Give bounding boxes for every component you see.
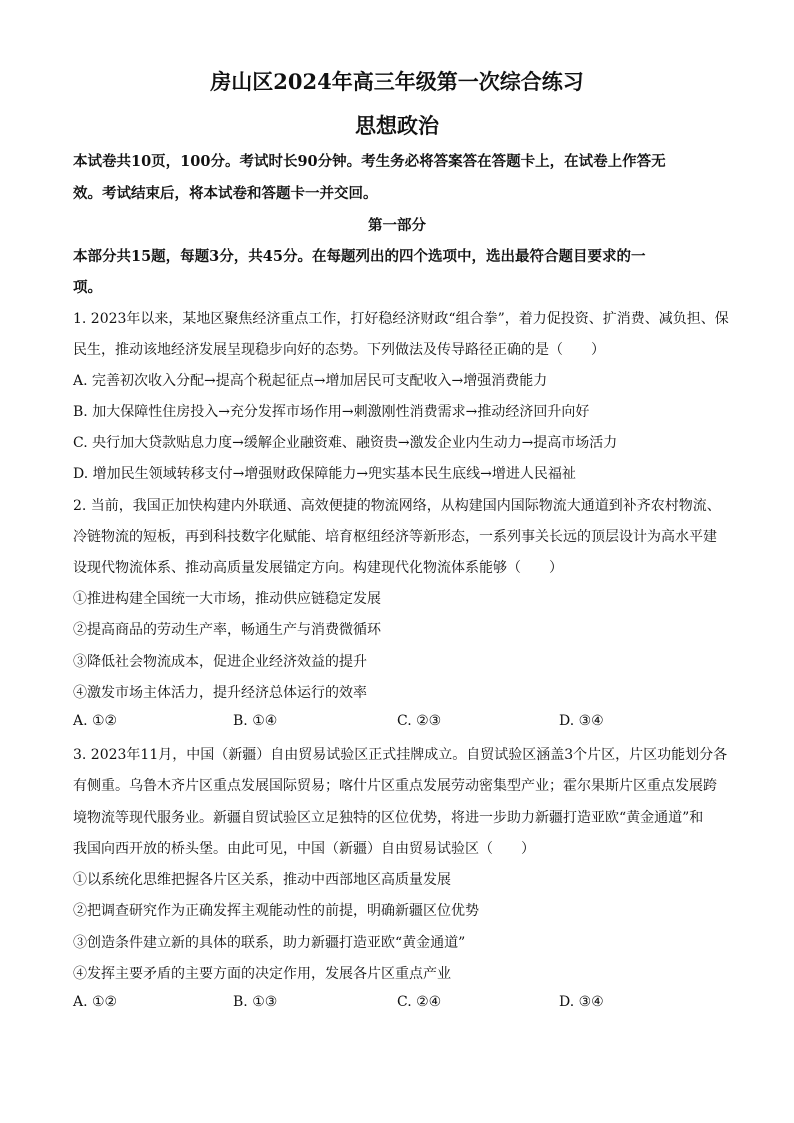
question-2-stem: 2. 当前，我国正加快构建内外联通、高效便捷的物流网络，从构建国内国际物流大通道到补齐农村物流、 [73, 498, 721, 514]
question-2-stem: 冷链物流的短板，再到科技数字化赋能、培育枢纽经济等新形态，一系列事关长远的顶层设计为高水平建 [73, 529, 717, 545]
question-3-stem: 我国向西开放的桥头堡。由此可见，中国（新疆）自由贸易试验区（ ） [73, 841, 535, 857]
question-3-stem: 3. 2023年11月，中国（新疆）自由贸易试验区正式挂牌成立。自贸试验区涵盖3个片区，片区功能划分各 [73, 747, 728, 763]
question-1-stem: 1. 2023年以来，某地区聚焦经济重点工作，打好稳经济财政“组合拳”，着力促投资、扩消费、减负担、保 [73, 311, 729, 327]
question-1-choice-d: D. 增加民生领域转移支付→增强财政保障能力→兜实基本民生底线→增进人民福祉 [73, 466, 576, 482]
question-2-option-c: C. ②③ [397, 713, 442, 729]
instruction-line: 本试卷共10页，100分。考试时长90分钟。考生务必将答案答在答题卡上，在试卷上作答无 [73, 153, 666, 170]
question-3-statement: ④发挥主要矛盾的主要方面的决定作用，发展各片区重点产业 [73, 966, 451, 982]
question-3-stem: 有侧重。乌鲁木齐片区重点发展国际贸易；喀什片区重点发展劳动密集型产业；霍尔果斯片区重点发展跨 [73, 778, 717, 794]
part-title: 第一部分 [368, 217, 426, 234]
question-2-option-a: A. ①② [73, 713, 118, 729]
question-1-choice-a: A. 完善初次收入分配→提高个税起征点→增加居民可支配收入→增强消费能力 [73, 373, 548, 389]
question-2-option-b: B. ①④ [233, 713, 278, 729]
question-3-statement: ③创造条件建立新的具体的联系，助力新疆打造亚欧“黄金通道” [73, 935, 466, 951]
question-2-stem: 设现代物流体系、推动高质量发展锚定方向。构建现代化物流体系能够（ ） [73, 560, 563, 576]
question-3-option-a: A. ①② [73, 994, 118, 1010]
question-3-statement: ②把调查研究作为正确发挥主观能动性的前提，明确新疆区位优势 [73, 903, 479, 919]
question-1-choice-b: B. 加大保障性住房投入→充分发挥市场作用→刺激刚性消费需求→推动经济回升向好 [73, 404, 590, 420]
instruction-line: 效。考试结束后，将本试卷和答题卡一并交回。 [73, 185, 378, 202]
question-2-statement: ③降低社会物流成本，促进企业经济效益的提升 [73, 654, 367, 670]
question-2-option-d: D. ③④ [559, 713, 604, 729]
question-3-option-b: B. ①③ [233, 994, 278, 1010]
question-3-statement: ①以系统化思维把握各片区关系，推动中西部地区高质量发展 [73, 872, 451, 888]
exam-title: 房山区2024年高三年级第一次综合练习 [210, 69, 584, 94]
question-2-statement: ①推进构建全国统一大市场，推动供应链稳定发展 [73, 591, 381, 607]
question-2-statement: ②提高商品的劳动生产率，畅通生产与消费微循环 [73, 622, 381, 638]
subject-title: 思想政治 [355, 113, 439, 138]
part-intro-line: 项。 [73, 279, 102, 296]
question-1-choice-c: C. 央行加大贷款贴息力度→缓解企业融资难、融资贵→激发企业内生动力→提高市场活力 [73, 435, 618, 451]
question-3-option-d: D. ③④ [559, 994, 604, 1010]
question-3-option-c: C. ②④ [397, 994, 442, 1010]
part-intro-line: 本部分共15题，每题3分，共45分。在每题列出的四个选项中，选出最符合题目要求的一 [73, 248, 646, 265]
question-3-stem: 境物流等现代服务业。新疆自贸试验区立足独特的区位优势，将进一步助力新疆打造亚欧“黄金通道”和 [73, 810, 704, 826]
question-2-statement: ④激发市场主体活力，提升经济总体运行的效率 [73, 685, 367, 701]
question-1-stem: 民生，推动该地经济发展呈现稳步向好的态势。下列做法及传导路径正确的是（ ） [73, 342, 605, 358]
